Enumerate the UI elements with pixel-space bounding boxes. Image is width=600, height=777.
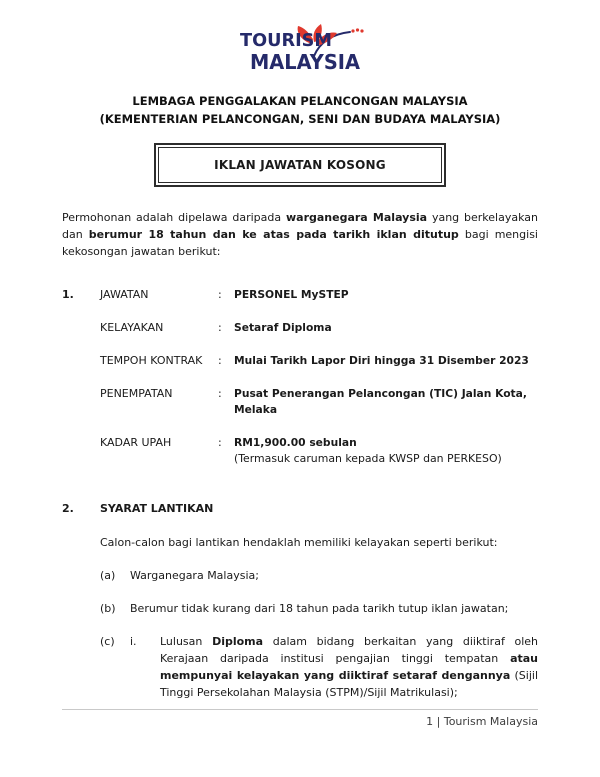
condition-item-c [100,633,538,701]
detail-label: KADAR UPAH [100,436,172,449]
detail-row-jawatan [62,287,538,303]
item-marker: (b) [100,602,116,615]
item-text: Warganegara Malaysia; [130,569,259,582]
page-footer [62,709,538,728]
intro-bold-2: berumur 18 tahun dan ke atas pada tarikh iklan ditutup [88,228,459,241]
intro-paragraph [62,209,538,260]
org-name [0,92,600,128]
logo-dots [351,28,363,32]
detail-value: PERSONEL MySTEP [234,288,349,301]
detail-value: Mulai Tarikh Lapor Diri hingga 31 Disember 2023 [234,354,529,367]
detail-note: (Termasuk caruman kepada KWSP dan PERKESO) [234,452,502,465]
section-2-intro: Calon-calon bagi lantikan hendaklah memiliki kelayakan seperti berikut: [100,536,498,549]
item-submarker: i. [130,635,137,648]
intro-text-1: Permohonan adalah dipelawa daripada [62,211,286,224]
section-2-syarat-lantikan [62,500,538,701]
detail-value: RM1,900.00 sebulan [234,436,357,449]
item-text [160,633,538,701]
item-c-bold-2: atau mempunyai kelayakan yang diiktiraf setaraf dengannya [160,652,538,682]
item-c-text-3: (Sijil Tinggi Persekolahan Malaysia (STPM)/Sijil Matrikulasi); [160,669,538,699]
section-2-title: SYARAT LANTIKAN [100,502,214,515]
item-c-text-1: Lulusan [160,635,213,648]
detail-row-penempatan [62,386,538,418]
detail-label: KELAYAKAN [100,321,164,334]
condition-item-b [100,600,538,617]
section-2-heading [62,500,538,517]
intro-text-3: bagi mengisi kekosongan jawatan berikut: [62,228,538,258]
detail-colon: : [218,288,222,301]
page-number-label: 1 | Tourism Malaysia [426,715,538,728]
tourism-malaysia-logo [236,26,364,76]
detail-row-tempoh-kontrak [62,353,538,369]
item-c-text-2: dalam bidang berkaitan yang diiktiraf oleh Kerajaan daripada institusi pengajian tinggi tempatan [160,635,539,665]
detail-colon: : [218,321,222,334]
section-2-number: 2. [62,502,74,515]
logo-graphic [236,26,364,76]
item-c-bold-1: Diploma [212,635,264,648]
detail-value: Setaraf Diploma [234,321,332,334]
condition-item-a [100,567,538,584]
item-marker: (a) [100,569,116,582]
detail-row-kadar-upah [62,435,538,467]
org-name-line2: (KEMENTERIAN PELANCONGAN, SENI DAN BUDAYA MALAYSIA) [99,112,501,126]
detail-value: Pusat Penerangan Pelancongan (TIC) Jalan Kota, Melaka [234,387,527,416]
section-1-number: 1. [62,288,74,301]
detail-colon: : [218,387,222,400]
org-name-line1: LEMBAGA PENGGALAKAN PELANCONGAN MALAYSIA [132,94,468,108]
detail-row-kelayakan [62,320,538,336]
logo-wordmark-malaysia: MALAYSIA [250,50,361,74]
item-marker: (c) [100,635,115,648]
detail-label: JAWATAN [100,288,149,301]
logo-wordmark-tourism: TOURISM [240,30,332,51]
intro-text-2: yang berkelayakan dan [62,211,538,241]
detail-label: PENEMPATAN [100,387,173,400]
section-1-job-details [62,287,538,467]
detail-label: TEMPOH KONTRAK [100,354,203,367]
item-text: Berumur tidak kurang dari 18 tahun pada tarikh tutup iklan jawatan; [130,602,509,615]
vacancy-title-box [154,143,446,187]
intro-bold-1: warganegara Malaysia [285,211,428,224]
vacancy-title: IKLAN JAWATAN KOSONG [158,147,442,183]
detail-colon: : [218,436,222,449]
detail-colon: : [218,354,222,367]
